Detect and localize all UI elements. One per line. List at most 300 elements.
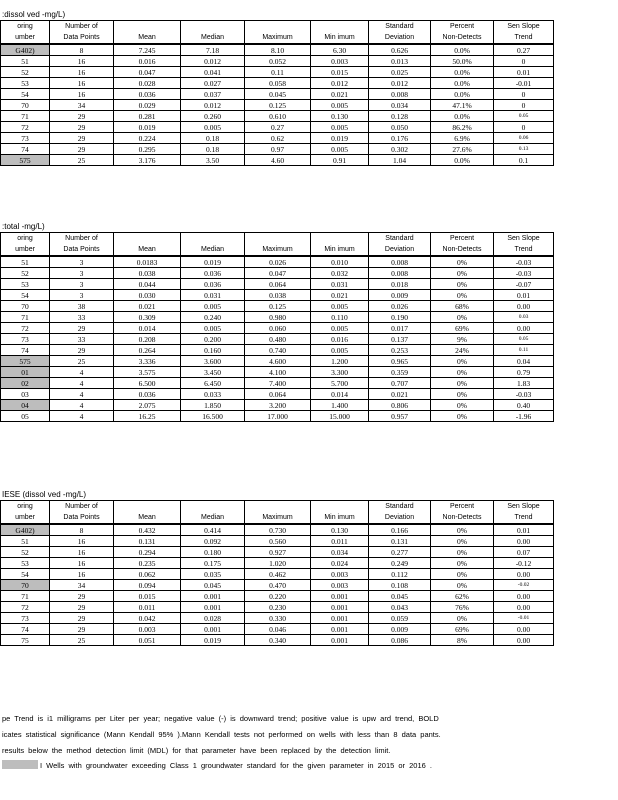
table-cell: 16 — [50, 536, 114, 547]
mean-header-top — [114, 21, 181, 33]
median-header-top — [181, 21, 245, 33]
table-cell: -0.03 — [494, 256, 554, 268]
table-row — [1, 290, 554, 301]
table-row — [1, 111, 554, 122]
table-cell: 25 — [50, 155, 114, 166]
table-cell: 0.059 — [369, 613, 431, 624]
table-cell: 0.610 — [245, 111, 311, 122]
well-id-cell: 53 — [1, 558, 50, 569]
table-cell: 3.575 — [114, 367, 181, 378]
well-id-cell: 02 — [1, 378, 50, 389]
table-cell: 0.359 — [369, 367, 431, 378]
table-cell: 0.001 — [181, 602, 245, 613]
table-cell: 0.253 — [369, 345, 431, 356]
data-points-header-top: Number of — [50, 21, 114, 33]
table-row — [1, 400, 554, 411]
table-cell: 0.094 — [114, 580, 181, 591]
table-cell: 0.295 — [114, 144, 181, 155]
minimum-header: Min imum — [311, 512, 369, 524]
table-cell: 0.01 — [494, 67, 554, 78]
table-cell: 0% — [431, 312, 494, 323]
table-cell: 0.980 — [245, 312, 311, 323]
table-cell: 0.249 — [369, 558, 431, 569]
table-cell: 3.176 — [114, 155, 181, 166]
table-cell: 0.00 — [494, 536, 554, 547]
table-cell: 29 — [50, 591, 114, 602]
table-cell: 86.2% — [431, 122, 494, 133]
table-cell: 0.0183 — [114, 256, 181, 268]
table-cell: 0.014 — [114, 323, 181, 334]
well-id-cell: 73 — [1, 133, 50, 144]
table-cell: 6.9% — [431, 133, 494, 144]
table-cell: 0.128 — [369, 111, 431, 122]
table-cell: -0.03 — [494, 268, 554, 279]
table-cell: 0.005 — [311, 122, 369, 133]
well-header-top: oring — [1, 21, 50, 33]
table-cell: 0.001 — [311, 613, 369, 624]
table-cell: 0.044 — [114, 279, 181, 290]
table-cell: 8% — [431, 635, 494, 646]
table-cell: 0.011 — [311, 536, 369, 547]
percent-nondetects-header: Non-Detects — [431, 244, 494, 256]
data-table — [0, 500, 554, 646]
table-cell: 0% — [431, 256, 494, 268]
table-cell: 1.400 — [311, 400, 369, 411]
data-points-header-top: Number of — [50, 501, 114, 513]
table-cell: 8 — [50, 524, 114, 536]
table-cell: 0.014 — [311, 389, 369, 400]
table-cell: 0.110 — [311, 312, 369, 323]
table-cell: 3 — [50, 268, 114, 279]
table-cell: 29 — [50, 122, 114, 133]
table-cell: 5.700 — [311, 378, 369, 389]
table-cell: 33 — [50, 334, 114, 345]
table-cell: 4 — [50, 389, 114, 400]
table-cell: 29 — [50, 144, 114, 155]
table-cell: 0% — [431, 536, 494, 547]
table-cell: 0.00 — [494, 635, 554, 646]
table-cell: 0.021 — [311, 89, 369, 100]
table-cell: 0.18 — [181, 144, 245, 155]
table-cell: 16 — [50, 67, 114, 78]
minimum-header-top — [311, 21, 369, 33]
table-cell: 7.18 — [181, 44, 245, 56]
well-id-cell: 04 — [1, 400, 50, 411]
table-cell: 0% — [431, 411, 494, 422]
table-cell: 3.200 — [245, 400, 311, 411]
table-cell: 29 — [50, 602, 114, 613]
table-row — [1, 334, 554, 345]
table-cell: 69% — [431, 323, 494, 334]
table-cell: 0.730 — [245, 524, 311, 536]
table-cell: 0.001 — [311, 602, 369, 613]
table-cell: 29 — [50, 111, 114, 122]
section-title: :total -mg/L) — [2, 222, 45, 231]
well-header: umber — [1, 32, 50, 44]
table-cell: 0% — [431, 524, 494, 536]
table-cell: 0.045 — [181, 580, 245, 591]
well-id-cell: 74 — [1, 624, 50, 635]
table-cell: 0.125 — [245, 301, 311, 312]
table-cell: -0.02 — [494, 580, 554, 591]
table-row — [1, 144, 554, 155]
table-cell: 0.005 — [181, 122, 245, 133]
table-cell: 15.000 — [311, 411, 369, 422]
table-cell: 0.00 — [494, 591, 554, 602]
table-cell: 0.05 — [494, 334, 554, 345]
table-cell: 0.027 — [181, 78, 245, 89]
maximum-header-top — [245, 21, 311, 33]
table-cell: 0.024 — [311, 558, 369, 569]
table-cell: 16 — [50, 56, 114, 67]
table-cell: 69% — [431, 624, 494, 635]
table-cell: 0.009 — [369, 624, 431, 635]
table-cell: 0.560 — [245, 536, 311, 547]
table-cell: 0.462 — [245, 569, 311, 580]
table-row — [1, 558, 554, 569]
median-header: Median — [181, 512, 245, 524]
table-cell: 3.600 — [181, 356, 245, 367]
data-points-header-top: Number of — [50, 233, 114, 245]
table-cell: 0.052 — [245, 56, 311, 67]
table-cell: 4 — [50, 367, 114, 378]
table-cell: 0.029 — [114, 100, 181, 111]
table-cell: 0.009 — [369, 290, 431, 301]
table-row — [1, 613, 554, 624]
table-cell: 0.00 — [494, 602, 554, 613]
minimum-header: Min imum — [311, 32, 369, 44]
table-cell: 0.62 — [245, 133, 311, 144]
sen-slope-header-top: Sen Slope — [494, 501, 554, 513]
table-cell: 0.07 — [494, 547, 554, 558]
well-id-cell: 71 — [1, 312, 50, 323]
table-cell: 0.13 — [494, 144, 554, 155]
table-cell: 0.200 — [181, 334, 245, 345]
mean-header-top — [114, 233, 181, 245]
table-cell: 0.302 — [369, 144, 431, 155]
well-id-cell: 70 — [1, 580, 50, 591]
table-cell: 0% — [431, 290, 494, 301]
well-id-cell: 54 — [1, 569, 50, 580]
table-cell: 0.240 — [181, 312, 245, 323]
table-cell: 7.245 — [114, 44, 181, 56]
maximum-header-top — [245, 233, 311, 245]
table-cell: 0.030 — [114, 290, 181, 301]
table-cell: 0.01 — [494, 290, 554, 301]
table-cell: 0.038 — [114, 268, 181, 279]
well-header: umber — [1, 244, 50, 256]
table-cell: 16.25 — [114, 411, 181, 422]
mean-header: Mean — [114, 512, 181, 524]
shaded-legend-swatch — [2, 760, 38, 769]
table-cell: 0.025 — [369, 67, 431, 78]
table-row — [1, 155, 554, 166]
table-cell: 0.008 — [369, 256, 431, 268]
table-cell: 38 — [50, 301, 114, 312]
well-id-cell: 51 — [1, 56, 50, 67]
footnote-line: results below the method detection limit (MDL) for that parameter have been replaced by the detection limit. — [2, 746, 391, 755]
table-cell: 0.062 — [114, 569, 181, 580]
table-cell: 0.042 — [114, 613, 181, 624]
table-cell: 0.1 — [494, 155, 554, 166]
table-cell: 4 — [50, 400, 114, 411]
table-cell: 0.043 — [369, 602, 431, 613]
data-points-header: Data Points — [50, 512, 114, 524]
data-table — [0, 20, 554, 166]
table-cell: 0.03 — [494, 312, 554, 323]
mean-header-top — [114, 501, 181, 513]
table-cell: 0.190 — [369, 312, 431, 323]
table-cell: 0.021 — [114, 301, 181, 312]
well-id-cell: 54 — [1, 290, 50, 301]
section-title: IESE (dissol ved -mg/L) — [2, 490, 87, 499]
percent-nondetects-header-top: Percent — [431, 233, 494, 245]
table-cell: 4.600 — [245, 356, 311, 367]
maximum-header-top — [245, 501, 311, 513]
table-cell: 0.033 — [181, 389, 245, 400]
table-cell: 0.480 — [245, 334, 311, 345]
table-cell: 0.008 — [369, 268, 431, 279]
table-cell: 0.740 — [245, 345, 311, 356]
table-cell: 0.003 — [311, 580, 369, 591]
footnote-text: I Wells with groundwater exceeding Class 1 groundwater standard for the given parameter in 2015 or 2016 . — [40, 761, 432, 770]
table-cell: 3.300 — [311, 367, 369, 378]
table-row — [1, 345, 554, 356]
table-cell: 0 — [494, 100, 554, 111]
table-cell: 0.91 — [311, 155, 369, 166]
table-row — [1, 378, 554, 389]
table-row — [1, 411, 554, 422]
table-cell: 0.047 — [245, 268, 311, 279]
table-cell: -0.07 — [494, 279, 554, 290]
table-cell: 0.160 — [181, 345, 245, 356]
table-cell: 68% — [431, 301, 494, 312]
data-table — [0, 232, 554, 422]
table-row — [1, 547, 554, 558]
table-cell: 0.028 — [114, 78, 181, 89]
table-cell: 0.79 — [494, 367, 554, 378]
table-cell: 29 — [50, 345, 114, 356]
std-dev-header: Deviation — [369, 244, 431, 256]
table-cell: 0.012 — [369, 78, 431, 89]
table-row — [1, 56, 554, 67]
minimum-header-top — [311, 233, 369, 245]
table-cell: 1.83 — [494, 378, 554, 389]
table-cell: 0.264 — [114, 345, 181, 356]
table-cell: 0.11 — [245, 67, 311, 78]
table-cell: 0.031 — [181, 290, 245, 301]
table-cell: 0.060 — [245, 323, 311, 334]
table-cell: 3.50 — [181, 155, 245, 166]
data-points-header: Data Points — [50, 244, 114, 256]
table-cell: 0.021 — [369, 389, 431, 400]
table-cell: 0.281 — [114, 111, 181, 122]
table-cell: 0.037 — [181, 89, 245, 100]
sen-slope-header: Trend — [494, 512, 554, 524]
table-cell: 62% — [431, 591, 494, 602]
well-id-cell: 53 — [1, 78, 50, 89]
well-id-cell: 71 — [1, 111, 50, 122]
table-cell: 0.220 — [245, 591, 311, 602]
table-cell: 0.001 — [181, 591, 245, 602]
table-cell: 0.806 — [369, 400, 431, 411]
table-cell: 16 — [50, 89, 114, 100]
table-cell: 0.013 — [369, 56, 431, 67]
table-cell: 0.27 — [494, 44, 554, 56]
table-cell: 4.60 — [245, 155, 311, 166]
well-id-cell: 53 — [1, 279, 50, 290]
table-cell: -0.01 — [494, 78, 554, 89]
table-cell: 0% — [431, 279, 494, 290]
table-row — [1, 591, 554, 602]
table-cell: 7.400 — [245, 378, 311, 389]
table-row — [1, 624, 554, 635]
table-cell: 0% — [431, 268, 494, 279]
table-cell: 0.036 — [181, 279, 245, 290]
table-cell: 8 — [50, 44, 114, 56]
table-cell: 0.626 — [369, 44, 431, 56]
table-row — [1, 301, 554, 312]
std-dev-header-top: Standard — [369, 233, 431, 245]
table-cell: 3 — [50, 279, 114, 290]
well-id-cell: 51 — [1, 536, 50, 547]
table-cell: 0.005 — [311, 301, 369, 312]
minimum-header-top — [311, 501, 369, 513]
table-cell: 0.0% — [431, 111, 494, 122]
table-cell: 0.021 — [311, 290, 369, 301]
table-cell: 0.018 — [369, 279, 431, 290]
table-cell: 0.957 — [369, 411, 431, 422]
well-id-cell: 70 — [1, 301, 50, 312]
well-id-cell: 71 — [1, 591, 50, 602]
table-cell: 0% — [431, 569, 494, 580]
footnote-line — [2, 759, 616, 773]
percent-nondetects-header: Non-Detects — [431, 32, 494, 44]
table-cell: 0.015 — [114, 591, 181, 602]
table-cell: 24% — [431, 345, 494, 356]
well-id-cell: 75 — [1, 635, 50, 646]
table-cell: 3 — [50, 256, 114, 268]
table-cell: 4.100 — [245, 367, 311, 378]
table-cell: 0.414 — [181, 524, 245, 536]
mean-header: Mean — [114, 32, 181, 44]
table-cell: 0.27 — [245, 122, 311, 133]
table-row — [1, 67, 554, 78]
table-cell: 29 — [50, 323, 114, 334]
sen-slope-header: Trend — [494, 32, 554, 44]
table-cell: 9% — [431, 334, 494, 345]
table-cell: 0% — [431, 580, 494, 591]
table-cell: 16 — [50, 78, 114, 89]
table-cell: 34 — [50, 100, 114, 111]
table-cell: 0.041 — [181, 67, 245, 78]
table-cell: 3.450 — [181, 367, 245, 378]
table-cell: 0.026 — [369, 301, 431, 312]
table-cell: 1.850 — [181, 400, 245, 411]
table-cell: 0.0% — [431, 155, 494, 166]
table-cell: 0.927 — [245, 547, 311, 558]
table-cell: 3.336 — [114, 356, 181, 367]
sen-slope-header-top: Sen Slope — [494, 21, 554, 33]
table-cell: 0% — [431, 558, 494, 569]
table-cell: 2.075 — [114, 400, 181, 411]
table-cell: 0.001 — [181, 624, 245, 635]
sen-slope-header-top: Sen Slope — [494, 233, 554, 245]
table-cell: 0.97 — [245, 144, 311, 155]
table-cell: 29 — [50, 624, 114, 635]
minimum-header: Min imum — [311, 244, 369, 256]
table-row — [1, 524, 554, 536]
table-cell: 0.131 — [369, 536, 431, 547]
table-cell: 0.045 — [369, 591, 431, 602]
table-cell: 0% — [431, 356, 494, 367]
table-cell: 0.40 — [494, 400, 554, 411]
table-cell: 0.001 — [311, 591, 369, 602]
table-cell: 0.005 — [181, 323, 245, 334]
well-id-cell: 575 — [1, 356, 50, 367]
table-cell: 0.00 — [494, 323, 554, 334]
table-row — [1, 89, 554, 100]
std-dev-header: Deviation — [369, 32, 431, 44]
well-header-top: oring — [1, 233, 50, 245]
table-cell: 0.064 — [245, 389, 311, 400]
table-cell: 25 — [50, 356, 114, 367]
table-cell: 0.011 — [114, 602, 181, 613]
std-dev-header-top: Standard — [369, 21, 431, 33]
table-row — [1, 133, 554, 144]
table-cell: 0.230 — [245, 602, 311, 613]
table-cell: 0.012 — [311, 78, 369, 89]
table-cell: 0.00 — [494, 301, 554, 312]
mean-header: Mean — [114, 244, 181, 256]
well-id-cell: 575 — [1, 155, 50, 166]
median-header: Median — [181, 32, 245, 44]
table-cell: 0.012 — [181, 100, 245, 111]
well-id-cell: 73 — [1, 334, 50, 345]
table-cell: 0 — [494, 89, 554, 100]
table-row — [1, 256, 554, 268]
table-cell: 1.020 — [245, 558, 311, 569]
table-cell: 0.432 — [114, 524, 181, 536]
table-cell: 0.003 — [311, 569, 369, 580]
table-cell: 0% — [431, 378, 494, 389]
table-cell: 47.1% — [431, 100, 494, 111]
median-header-top — [181, 501, 245, 513]
table-cell: 0.137 — [369, 334, 431, 345]
table-cell: 0% — [431, 613, 494, 624]
table-cell: 0.11 — [494, 345, 554, 356]
table-cell: 0.005 — [311, 323, 369, 334]
table-cell: 0.035 — [181, 569, 245, 580]
table-row — [1, 122, 554, 133]
table-cell: 3 — [50, 290, 114, 301]
table-cell: 34 — [50, 580, 114, 591]
table-cell: 8.10 — [245, 44, 311, 56]
table-cell: 0.00 — [494, 569, 554, 580]
table-cell: 0.003 — [311, 56, 369, 67]
table-cell: 0.026 — [245, 256, 311, 268]
footnote-line: icates statistical significance (Mann Kendall 95% ).Mann Kendall tests not performed on wells with less than 8 data pants. — [2, 730, 441, 739]
table-cell: 33 — [50, 312, 114, 323]
table-cell: 0.005 — [311, 345, 369, 356]
well-id-cell: 05 — [1, 411, 50, 422]
well-id-cell: 72 — [1, 602, 50, 613]
table-cell: 0.18 — [181, 133, 245, 144]
well-id-cell: 03 — [1, 389, 50, 400]
well-id-cell: 70 — [1, 100, 50, 111]
table-row — [1, 312, 554, 323]
maximum-header: Maximum — [245, 32, 311, 44]
